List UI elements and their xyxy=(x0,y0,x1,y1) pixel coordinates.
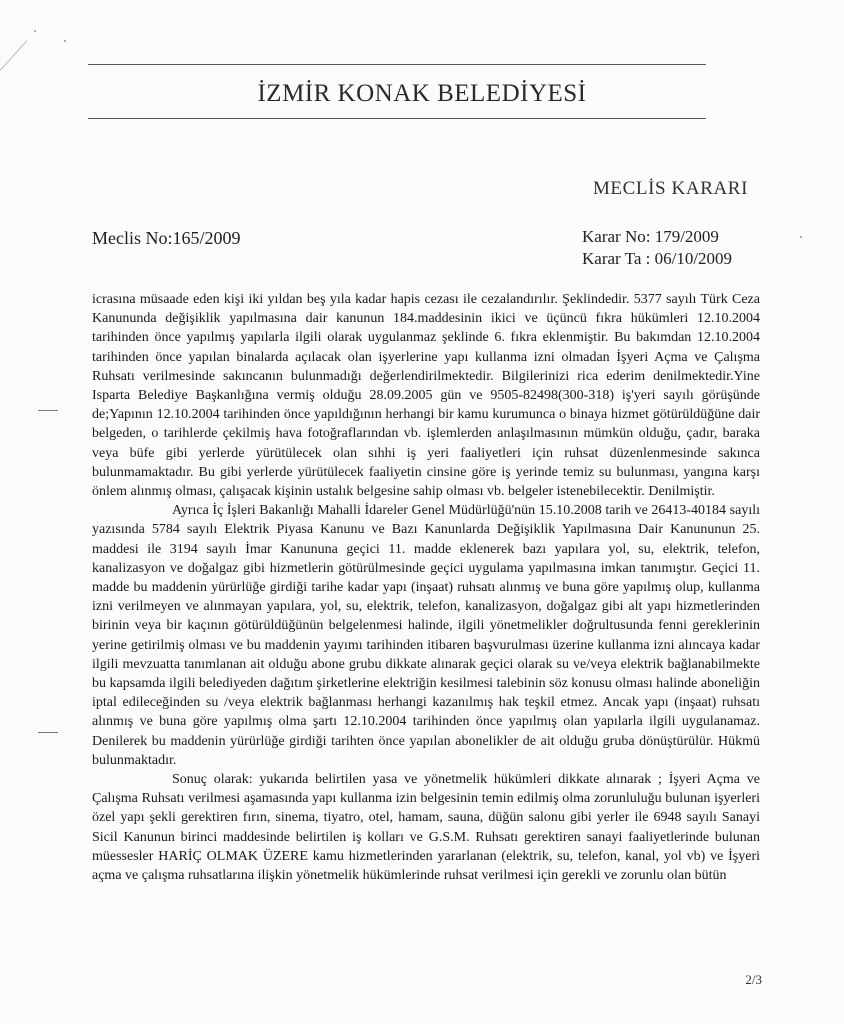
scan-artifact-line xyxy=(0,40,27,70)
decision-number: Karar No: 179/2009 xyxy=(582,227,719,246)
scan-dust xyxy=(34,30,36,32)
decision-body xyxy=(92,290,760,885)
scan-dust xyxy=(64,40,66,42)
header-top-rule xyxy=(88,64,706,65)
body-paragraph: Ayrıca İç İşleri Bakanlığı Mahalli İdareler Genel Müdürlüğü'nün 15.10.2008 tarih ve 26413-40184 sayılı yazısında 5784 sayılı Elektrik Piyasa Kanunu ve Bazı Kanunlarda Değişiklik Yapılmasına Dair Kanununun 25. maddesi ile 3194 sayılı İmar Kanununa geçici 11. madde eklenerek bazı yapılara yol, su, elektrik, telefon, kanalizasyon ve doğalgaz gibi hizmetlerin götürülmesinde geçici uygulama yapılmasına imkan tanımıştır. Geçici 11. madde bu maddenin yürürlüğe girdiği tarihe kadar yapı (inşaat) ruhsatı alınmış ve buna göre yapılmış olup, kullanma izni verilmeyen ve alınmayan yapılara, yol, su, elektrik, telefon, kanalizasyon, doğalgaz gibi alt yapı hizmetlerinden birinin veya bir kaçının götürüldüğünün belgelenmesi halinde, ilgili yönetmelikler doğrultusunda fenni gereklerinin yerine getirilmiş olması ve bu maddenin yayımı tarihinden itibaren başvurulması üzerine kullanma izni alıncaya kadar ilgili mevzuatta tanımlanan ait olduğu abone grubu dikkate alınarak geçici olarak su ve/veya elektrik bağlanabilmekte bu kapsamda ilgili belediyeden dağıtım şirketlerine elektriğin kesilmesi talebinin söz konusu olması halinde aboneliğin iptal edileceğinden su /veya elektrik bağlanması herhangi kazanılmış hak teşkil etmez. Ancak yapı (inşaat) ruhsatı alınmış ve buna göre yapılmış olma şartı 12.10.2004 tarihinden önce yapılmış olan yapılarla ilgili uygulanamaz. Denilerek bu maddenin yürürlüğe girdiği tarihten önce yapılan abonelikler de ait olduğu gruba dönüştürülür. Hükmü bulunmaktadır. xyxy=(92,503,760,768)
margin-dash xyxy=(38,732,58,733)
header-bottom-rule xyxy=(88,118,706,119)
document-type-heading: MECLİS KARARI xyxy=(592,178,748,199)
municipality-title: İZMİR KONAK BELEDİYESİ xyxy=(257,80,587,107)
body-paragraph: Sonuç olarak: yukarıda belirtilen yasa ve yönetmelik hükümleri dikkate alınarak ; İşyeri Açma ve Çalışma Ruhsatı verilmesi aşamasında yapı kullanma izin belgesinin temin edilmiş olma zorunluluğu bulunan işyerleri özel yapı şekli gerektiren fırın, sinema, tiyatro, otel, hamam, sauna, düğün salonu gibi yerler ile 6948 sayılı Sanayi Sicil Kanunun birinci maddesinde belirtilen iş kolları ve G.S.M. Ruhsatı gerektiren sanayi faaliyetlerinde bulunan müessesler HARİÇ OLMAK ÜZERE kamu hizmetlerinden yararlanan (elektrik, su, telefon, kanal, yol vb) ve İşyeri açma ve çalışma ruhsatlarına ilişkin yönetmelik hükümlerinde ruhsat verilmesi için gerekli ve zorunlu olan bütün xyxy=(92,772,760,884)
body-paragraph: icrasına müsaade eden kişi iki yıldan beş yıla kadar hapis cezası ile cezalandırılır. Şeklindedir. 5377 sayılı Türk Ceza Kanununda değişiklik yapılmasına dair kanunun 184.maddesinin ikici ve üçüncü fıkra hükümleri 12.10.2004 tarihinden önce yapılmış yapılarla ilgili olarak uygulanmaz şeklinde 6. fıkra eklenmiştir. Bu bakımdan 12.10.2004 tarihinden önce yapılan binalarda açılacak olan işyerlerine yapı kullanma izni olmadan İşyeri Açma ve Çalışma Ruhsatı verilmesinde sakıncanın bulunmadığı değerlendirilmektedir. Bilgilerinizi rica ederim denilmektedir.Yine Isparta Belediye Başkanlığına vermiş olduğu 28.09.2005 gün ve 9505-82498(300-318) iş'yeri sayılı görüşünde de;Yapının 12.10.2004 tarihinden önce yapıldığının herhangi bir kamu kurumunca o binaya hizmet götürüldüğüne dair belgeden, o tarihlerde çekilmiş hava fotoğraflarından vb. işlemlerden anlaşılmasının mümkün olduğu, çadır, baraka veya büfe gibi yerlerde yürütülecek olan sıhhi iş yeri faaliyetleri için ruhsat düzenlenmesinde sakınca bulunmamaktadır. Bu gibi yerlerde yürütülecek faaliyetin cinsine göre iş yerinde temiz su bulunması, yangına karşı önlem alınmış olması, çalışacak kişinin ustalık belgesine sahip olması vb. belgeler istenebilecektir. Denilmiştir. xyxy=(92,292,760,500)
meclis-number: Meclis No:165/2009 xyxy=(92,228,241,248)
decision-info-block xyxy=(582,226,732,270)
scan-dust xyxy=(800,236,802,238)
page-number: 2/3 xyxy=(745,972,762,987)
margin-dash xyxy=(38,410,58,411)
decision-date: Karar Ta : 06/10/2009 xyxy=(582,249,733,268)
